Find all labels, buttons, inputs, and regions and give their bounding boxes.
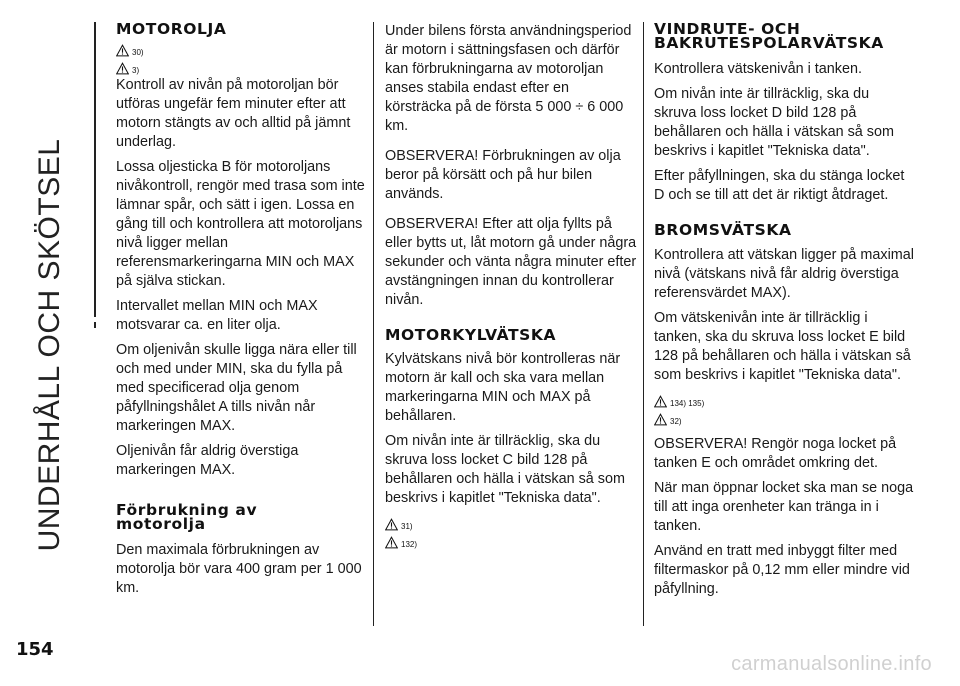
- warning-ref-number: 31): [401, 522, 413, 531]
- heading-forbrukning: [116, 503, 366, 531]
- heading-spolarvatska: [654, 22, 914, 50]
- column-2: [385, 22, 637, 550]
- paragraph: Använd en tratt med inbyggt filter med filtermaskor på 0,12 mm eller mindre vid påfyllning.: [654, 543, 910, 597]
- warning-ref-number: 134) 135): [670, 399, 705, 408]
- warning-triangle-icon: [385, 536, 398, 549]
- paragraph: Om oljenivån skulle ligga nära eller till och med under MIN, ska du fylla på med specificerad olja genom påfyllningshålet A tills nivån når markeringen MAX.: [116, 342, 357, 434]
- warning-triangle-icon: [116, 44, 129, 57]
- heading-line: Förbrukning av: [116, 501, 258, 519]
- paragraph: OBSERVERA! Rengör noga locket på tanken E och området omkring det.: [654, 436, 897, 471]
- paragraph: Om vätskenivån inte är tillräcklig i tanken, ska du skruva loss locket E bild 128 på behållaren och hälla i vätskan så som beskrivs i kapitlet "Tekniska data".: [654, 310, 911, 383]
- warning-triangle-icon: [116, 62, 129, 75]
- warning-ref-number: 32): [670, 417, 682, 426]
- column-divider-1: [373, 22, 374, 626]
- column-1: [116, 22, 366, 604]
- page-number: 154: [16, 639, 54, 660]
- warning-ref: [654, 391, 914, 408]
- chapter-divider-line-lower: [94, 322, 96, 328]
- heading-bromsvatska: BROMSVÄTSKA: [654, 221, 792, 239]
- paragraph: Intervallet mellan MIN och MAX motsvarar ca. en liter olja.: [116, 298, 318, 333]
- column-divider-2: [643, 22, 644, 626]
- paragraph: Kontroll av nivån på motoroljan bör utföras ungefär fem minuter efter att motorn stängts av och alltid på jämnt underlag.: [116, 77, 351, 150]
- paragraph: Kontrollera att vätskan ligger på maximal nivå (vätskans nivå får aldrig överstiga referensvärdet MAX).: [654, 247, 914, 301]
- warning-triangle-icon: [654, 413, 667, 426]
- paragraph: Efter påfyllningen, ska du stänga locket D och se till att det är riktigt åtdraget.: [654, 168, 905, 203]
- chapter-divider-line: [94, 22, 96, 317]
- warning-ref: [116, 40, 366, 57]
- warning-ref: [385, 532, 637, 549]
- warning-triangle-icon: [385, 518, 398, 531]
- paragraph: När man öppnar locket ska man se noga till att inga orenheter kan tränga in i tanken.: [654, 480, 914, 534]
- paragraph: Om nivån inte är tillräcklig, ska du skruva loss locket C bild 128 på behållaren och hälla i vätskan så som beskrivs i kapitlet "Tekniska data".: [385, 433, 625, 506]
- heading-motorolja: MOTOROLJA: [116, 20, 227, 38]
- paragraph: Kontrollera vätskenivån i tanken.: [654, 61, 862, 77]
- chapter-side-title: UNDERHÅLL OCH SKÖTSEL: [33, 138, 66, 552]
- paragraph: Den maximala förbrukningen av motorolja bör vara 400 gram per 1 000 km.: [116, 542, 362, 596]
- warning-triangle-icon: [654, 395, 667, 408]
- warning-ref-number: 30): [132, 48, 144, 57]
- watermark: carmanualsonline.info: [731, 653, 932, 675]
- heading-line: VINDRUTE- OCH: [654, 20, 801, 38]
- heading-motorkylvatska: MOTORKYLVÄTSKA: [385, 326, 557, 344]
- paragraph: Lossa oljesticka B för motoroljans nivåkontroll, rengör med trasa som inte lämnar spår, och sätt i igen. Lossa en gång till och kontrollera att motoroljans nivå ligger mellan referensmarkeringarna MIN och MAX på själva stickan.: [116, 159, 365, 289]
- paragraph: Om nivån inte är tillräcklig, ska du skruva loss locket D bild 128 på behållaren och hälla i vätskan så som beskrivs i kapitlet "Tekniska data".: [654, 86, 894, 159]
- paragraph: Under bilens första användningsperiod är motorn i sättningsfasen och därför kan förbrukningarna av motoroljan anses stabila endast efter en körsträcka på de första 5 000 ÷ 6 000 km.: [385, 23, 632, 134]
- warning-ref: [654, 409, 914, 426]
- paragraph: OBSERVERA! Efter att olja fyllts på eller bytts ut, låt motorn gå under några sekunder och vänta några minuter efter avstängningen innan du kontrollerar nivån.: [385, 216, 637, 308]
- warning-ref: [385, 514, 637, 531]
- column-3: [654, 22, 914, 605]
- paragraph: Kylvätskans nivå bör kontrolleras när motorn är kall och ska vara mellan markeringarna MIN och MAX på behållaren.: [385, 351, 621, 424]
- warning-ref-number: 132): [401, 540, 418, 549]
- warning-ref-number: 3): [132, 66, 140, 75]
- warning-ref: [116, 58, 366, 75]
- paragraph: OBSERVERA! Förbrukningen av olja beror på körsätt och på hur bilen används.: [385, 148, 621, 202]
- heading-line: motorolja: [116, 515, 206, 533]
- heading-line: BAKRUTESPOLARVÄTSKA: [654, 34, 884, 52]
- paragraph: Oljenivån får aldrig överstiga markeringen MAX.: [116, 443, 299, 478]
